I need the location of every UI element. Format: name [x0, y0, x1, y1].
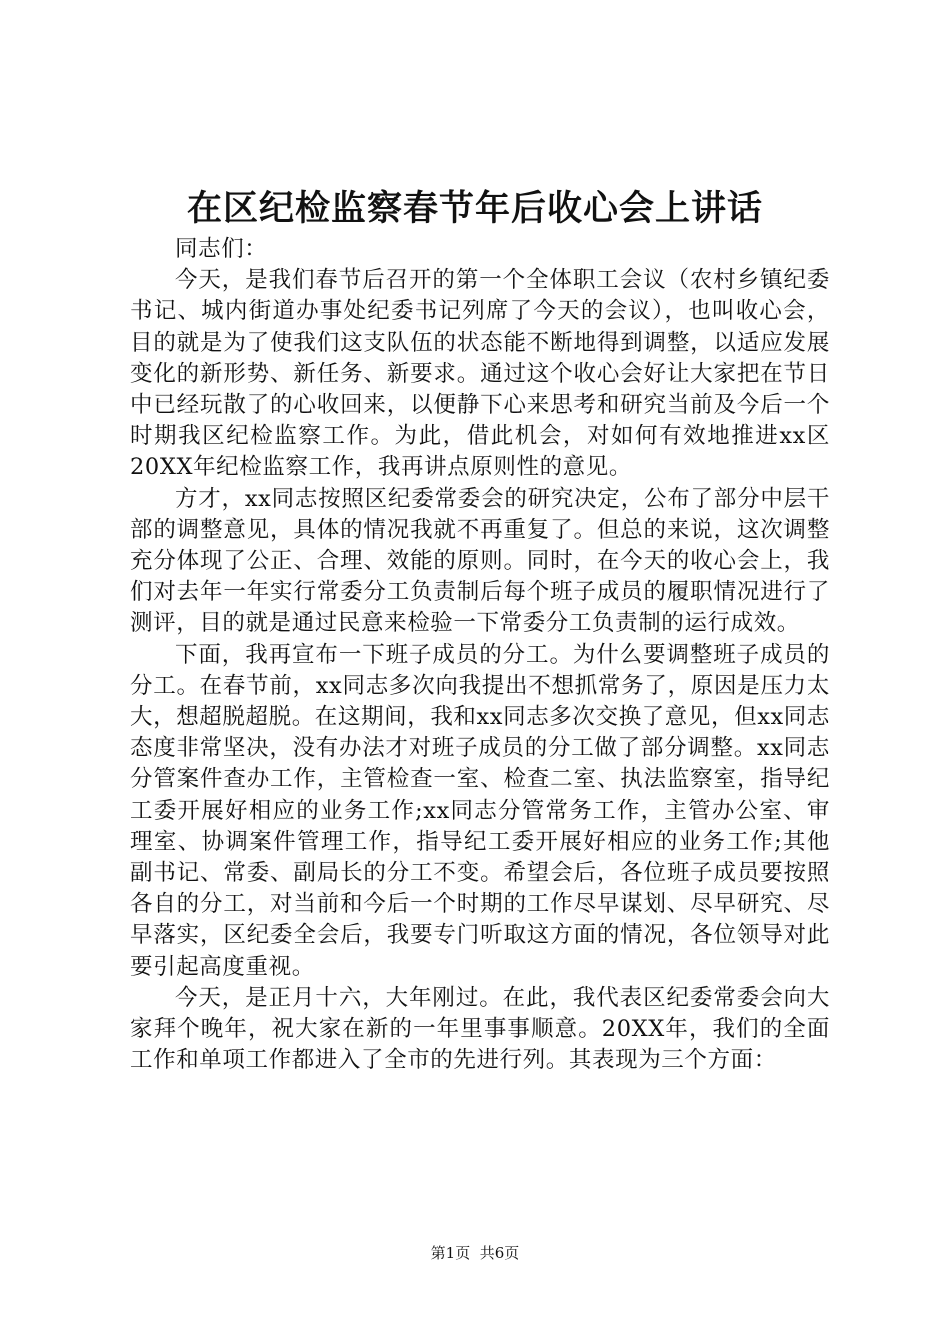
document-body	[130, 234, 830, 1076]
body-paragraph: 下面，我再宣布一下班子成员的分工。为什么要调整班子成员的分工。在春节前，xx同志多次向我提出不想抓常务了，原因是压力太大，想超脱超脱。在这期间，我和xx同志多次交换了意见，但xx同志态度非常坚决，没有办法才对班子成员的分工做了部分调整。xx同志分管案件查办工作，主管检查一室、检查二室、执法监察室，指导纪工委开展好相应的业务工作;xx同志分管常务工作，主管办公室、审理室、协调案件管理工作，指导纪工委开展好相应的业务工作;其他副书记、常委、副局长的分工不变。希望会后，各位班子成员要按照各自的分工，对当前和今后一个时期的工作尽早谋划、尽早研究、尽早落实，区纪委全会后，我要专门听取这方面的情况，各位领导对此要引起高度重视。	[130, 641, 830, 980]
page-total: 共6页	[479, 1244, 520, 1262]
document-title: 在区纪检监察春节年后收心会上讲话	[186, 188, 763, 229]
salutation-paragraph: 同志们：	[175, 236, 268, 262]
body-paragraph: 方才，xx同志按照区纪委常委会的研究决定，公布了部分中层干部的调整意见，具体的情况我就不再重复了。但总的来说，这次调整充分体现了公正、合理、效能的原则。同时，在今天的收心会上，我们对去年一年实行常委分工负责制后每个班子成员的履职情况进行了测评，目的就是通过民意来检验一下常委分工负责制的运行成效。	[130, 485, 830, 637]
page-footer	[0, 1243, 950, 1263]
body-paragraph: 今天，是我们春节后召开的第一个全体职工会议（农村乡镇纪委书记、城内街道办事处纪委书记列席了今天的会议），也叫收心会，目的就是为了使我们这支队伍的状态能不断地得到调整，以适应发展变化的新形势、新任务、新要求。通过这个收心会好让大家把在节日中已经玩散了的心收回来，以便静下心来思考和研究当前及今后一个时期我区纪检监察工作。为此，借此机会，对如何有效地推进xx区20XX年纪检监察工作，我再讲点原则性的意见。	[130, 267, 830, 481]
page-number: 第1页	[430, 1244, 471, 1262]
body-paragraph: 今天，是正月十六，大年刚过。在此，我代表区纪委常委会向大家拜个晚年，祝大家在新的一年里事事顺意。20XX年，我们的全面工作和单项工作都进入了全市的先进行列。其表现为三个方面：	[130, 984, 830, 1074]
